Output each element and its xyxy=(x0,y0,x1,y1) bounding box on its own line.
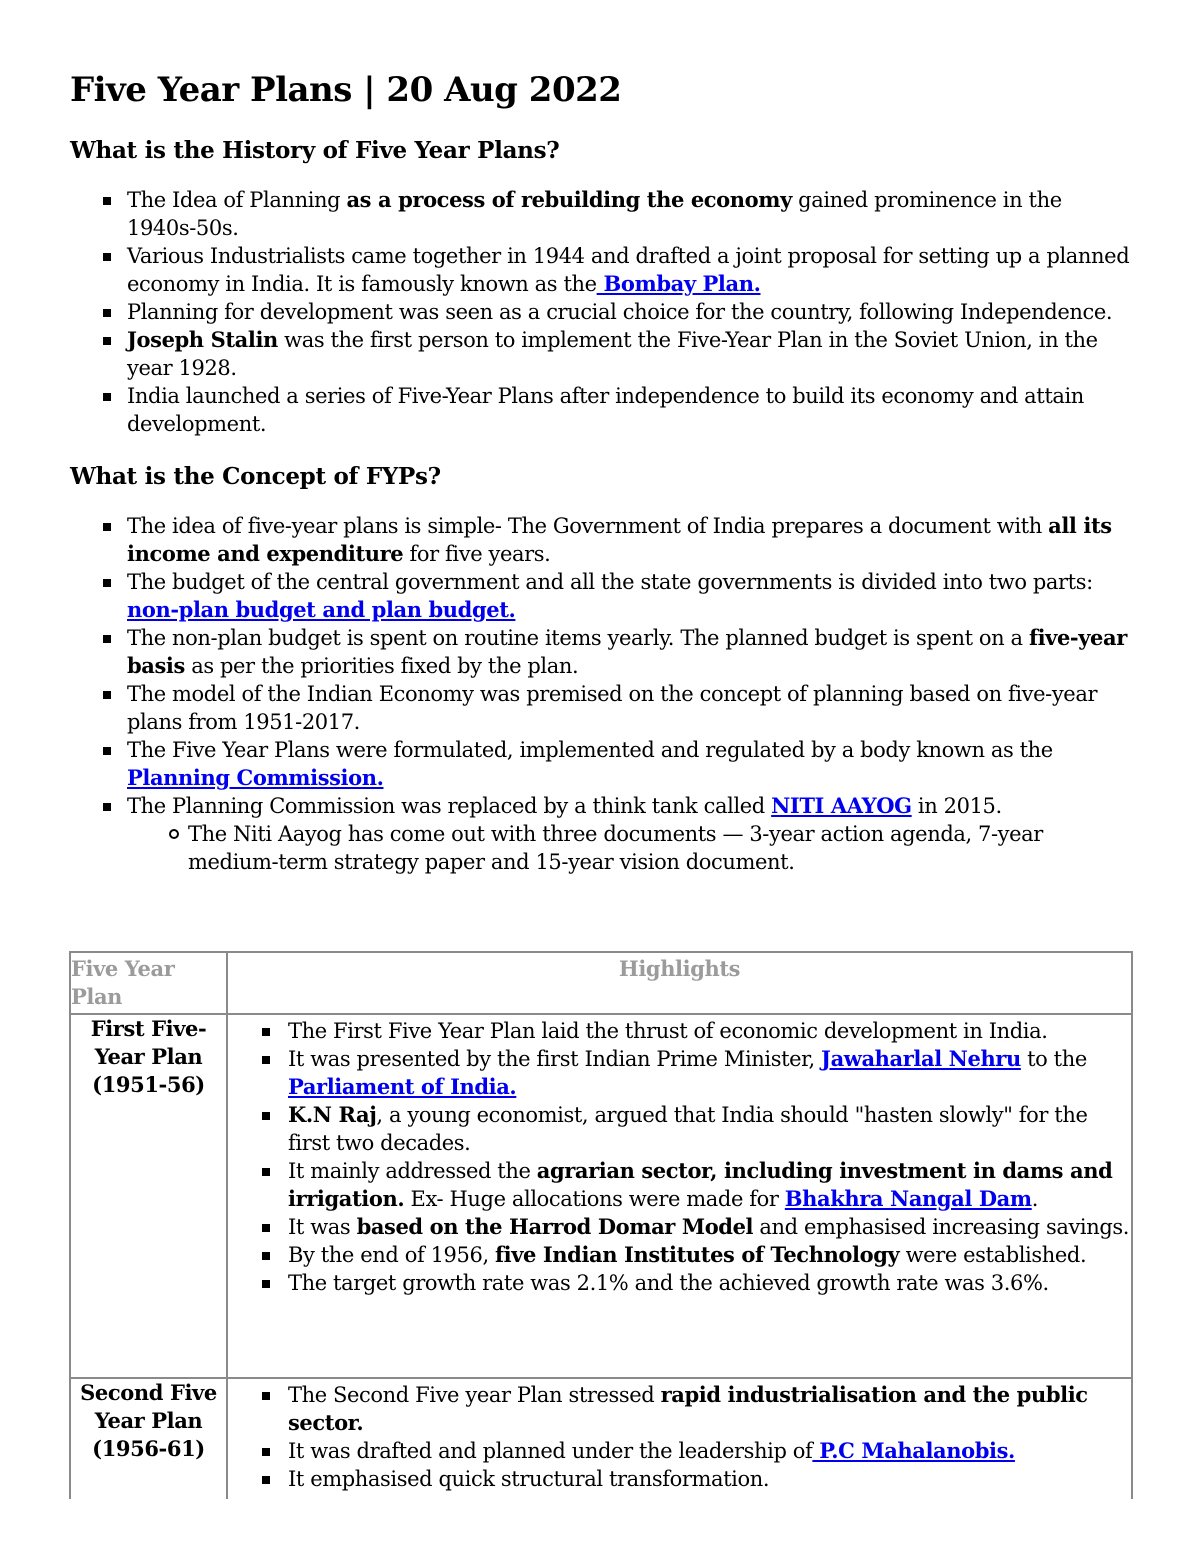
niti-sublist xyxy=(127,820,1132,876)
bombay-plan-link[interactable]: Bombay Plan. xyxy=(596,271,761,296)
list-item: The non-plan budget is spent on routine items yearly. The planned budget is spent on a five-year basis as per the priorities fixed by the plan. xyxy=(70,624,1132,680)
table-header-row xyxy=(70,952,1132,1014)
list-item: It was presented by the first Indian Prime Minister, Jawaharlal Nehru to the Parliament of India. xyxy=(228,1045,1131,1101)
list-item: The Idea of Planning as a process of rebuilding the economy gained prominence in the 1940s-50s. xyxy=(70,186,1132,242)
header-five-year-plan: Five Year Plan xyxy=(70,952,227,1014)
planning-commission-link[interactable]: Planning Commission. xyxy=(127,765,384,790)
parliament-of-india-link[interactable]: Parliament of India. xyxy=(288,1074,517,1099)
bhakhra-nangal-dam-link[interactable]: Bhakhra Nangal Dam xyxy=(784,1186,1032,1211)
list-item: The Five Year Plans were formulated, implemented and regulated by a body known as the Planning Commission. xyxy=(70,736,1132,792)
page-title: Five Year Plans | 20 Aug 2022 xyxy=(70,70,622,110)
history-list xyxy=(70,186,1132,438)
list-item: It was drafted and planned under the leadership of P.C Mahalanobis. xyxy=(228,1437,1131,1465)
list-item: The Second Five year Plan stressed rapid industrialisation and the public sector. xyxy=(228,1381,1131,1437)
list-item: Various Industrialists came together in 1944 and drafted a joint proposal for setting up a planned economy in India. It is famously known as the Bombay Plan. xyxy=(70,242,1132,298)
list-item: The model of the Indian Economy was premised on the concept of planning based on five-year plans from 1951-2017. xyxy=(70,680,1132,736)
list-item: The target growth rate was 2.1% and the achieved growth rate was 3.6%. xyxy=(228,1269,1131,1297)
highlights-list xyxy=(228,1015,1131,1303)
five-year-plans-table xyxy=(69,951,1133,1499)
list-item: The budget of the central government and all the state governments is divided into two parts: non-plan budget and plan budget. xyxy=(70,568,1132,624)
jawaharlal-nehru-link[interactable]: Jawaharlal Nehru xyxy=(821,1046,1021,1071)
list-item: Planning for development was seen as a crucial choice for the country, following Independence. xyxy=(70,298,1132,326)
list-item: By the end of 1956, five Indian Institutes of Technology were established. xyxy=(228,1241,1131,1269)
pc-mahalanobis-link[interactable]: P.C Mahalanobis. xyxy=(812,1438,1015,1463)
concept-list xyxy=(70,512,1132,876)
list-item: Joseph Stalin was the first person to implement the Five-Year Plan in the Soviet Union, in the year 1928. xyxy=(70,326,1132,382)
niti-aayog-link[interactable]: NITI AAYOG xyxy=(771,793,912,818)
section-heading-concept: What is the Concept of FYPs? xyxy=(70,463,441,490)
list-item: It was based on the Harrod Domar Model and emphasised increasing savings. xyxy=(228,1213,1131,1241)
plan-budget-link[interactable]: non-plan budget and plan budget. xyxy=(127,597,516,622)
highlights-second xyxy=(227,1378,1132,1499)
list-item: The First Five Year Plan laid the thrust of economic development in India. xyxy=(228,1017,1131,1045)
highlights-first xyxy=(227,1014,1132,1378)
list-item: The idea of five-year plans is simple- The Government of India prepares a document with all its income and expenditure for five years. xyxy=(70,512,1132,568)
list-item: K.N Raj, a young economist, argued that India should "hasten slowly" for the first two decades. xyxy=(228,1101,1131,1157)
header-highlights: Highlights xyxy=(227,952,1132,1014)
list-item: India launched a series of Five-Year Plans after independence to build its economy and attain development. xyxy=(70,382,1132,438)
plan-name-first: First Five-Year Plan (1951-56) xyxy=(70,1014,227,1378)
document-body xyxy=(70,66,1132,876)
list-item: It emphasised quick structural transformation. xyxy=(228,1465,1131,1493)
section-heading-history: What is the History of Five Year Plans? xyxy=(70,137,560,164)
plan-name-second: Second Five Year Plan (1956-61) xyxy=(70,1378,227,1499)
table-row xyxy=(70,1378,1132,1499)
list-item: It mainly addressed the agrarian sector, including investment in dams and irrigation. Ex- Huge allocations were made for Bhakhra Nangal Dam. xyxy=(228,1157,1131,1213)
sub-list-item: The Niti Aayog has come out with three documents — 3-year action agenda, 7-year medium-term strategy paper and 15-year vision document. xyxy=(127,820,1132,876)
list-item: The Planning Commission was replaced by a think tank called NITI AAYOG in 2015. The Niti Aayog has come out with three documents — 3-year action agenda, 7-year medium-term strategy paper and 15-year vision document. xyxy=(70,792,1132,876)
table-row xyxy=(70,1014,1132,1378)
highlights-list xyxy=(228,1379,1131,1499)
